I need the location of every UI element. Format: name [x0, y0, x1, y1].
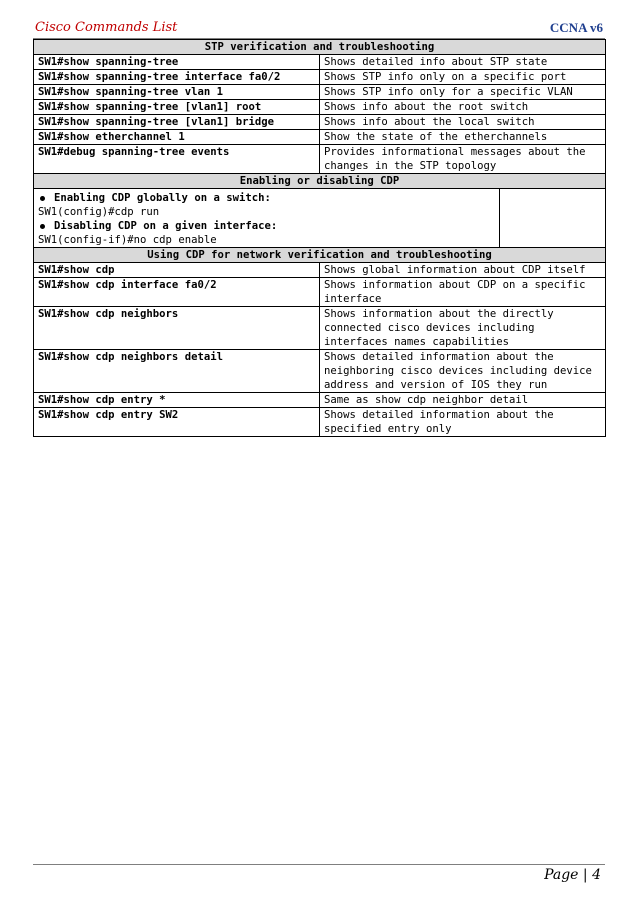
description-cell: Shows STP info only for a specific VLAN: [320, 85, 606, 100]
table-row: [34, 55, 606, 70]
description-cell: Shows info about the local switch: [320, 115, 606, 130]
table-row: [34, 85, 606, 100]
bullet-text: Disabling CDP on a given interface:: [54, 220, 278, 232]
table-row: [34, 307, 606, 350]
command-cell: SW1#show spanning-tree [vlan1] bridge: [34, 115, 320, 130]
section-title-stp: STP verification and troubleshooting: [34, 40, 606, 55]
table-row: [34, 130, 606, 145]
bullet-text: Enabling CDP globally on a switch:: [54, 192, 271, 204]
description-cell: Shows global information about CDP itself: [320, 263, 606, 278]
cdp-config-row: [34, 189, 606, 248]
bullet-item: [38, 191, 495, 205]
description-cell: Shows information about CDP on a specific interface: [320, 278, 606, 307]
command-cell: SW1#show spanning-tree vlan 1: [34, 85, 320, 100]
section-title-cdp-toggle: Enabling or disabling CDP: [34, 174, 606, 189]
command-cell: SW1#show spanning-tree interface fa0/2: [34, 70, 320, 85]
config-command: SW1(config)#cdp run: [38, 206, 160, 218]
section-header-row: [34, 248, 606, 263]
page-header: [33, 20, 605, 39]
course-label: CCNA v6: [549, 20, 603, 35]
command-cell: SW1#show cdp entry *: [34, 393, 320, 408]
command-cell: SW1#show cdp interface fa0/2: [34, 278, 320, 307]
page-footer: [33, 864, 605, 885]
command-cell: SW1#show cdp neighbors detail: [34, 350, 320, 393]
section-title-cdp-verify: Using CDP for network verification and troubleshooting: [34, 248, 606, 263]
description-cell: Shows detailed info about STP state: [320, 55, 606, 70]
document-title: Cisco Commands List: [35, 20, 178, 35]
command-cell: SW1#show cdp entry SW2: [34, 408, 320, 437]
bullet-icon: [40, 224, 45, 229]
command-cell: SW1#show cdp: [34, 263, 320, 278]
table-row: [34, 263, 606, 278]
table-row: [34, 408, 606, 437]
config-command: SW1(config-if)#no cdp enable: [38, 234, 217, 246]
command-cell: SW1#show spanning-tree [vlan1] root: [34, 100, 320, 115]
section-header-row: [34, 174, 606, 189]
table-row: [34, 350, 606, 393]
commands-table: [33, 39, 606, 437]
table-row: [34, 115, 606, 130]
table-row: [34, 278, 606, 307]
bullet-icon: [40, 196, 45, 201]
description-cell: Provides informational messages about the changes in the STP topology: [320, 145, 606, 174]
description-cell: Shows info about the root switch: [320, 100, 606, 115]
command-cell: SW1#show spanning-tree: [34, 55, 320, 70]
bullet-item: [38, 219, 495, 233]
description-cell: Shows detailed information about the specified entry only: [320, 408, 606, 437]
command-cell: SW1#show cdp neighbors: [34, 307, 320, 350]
table-row: [34, 393, 606, 408]
page-number: Page | 4: [544, 867, 601, 883]
section-header-row: [34, 40, 606, 55]
description-cell: Same as show cdp neighbor detail: [320, 393, 606, 408]
description-cell: Shows detailed information about the neighboring cisco devices including device address and version of IOS they run: [320, 350, 606, 393]
table-row: [34, 70, 606, 85]
command-cell: SW1#debug spanning-tree events: [34, 145, 320, 174]
command-cell: SW1#show etherchannel 1: [34, 130, 320, 145]
description-cell: Shows STP info only on a specific port: [320, 70, 606, 85]
cdp-config-cell: [34, 189, 500, 248]
description-cell: Show the state of the etherchannels: [320, 130, 606, 145]
table-row: [34, 100, 606, 115]
table-row: [34, 145, 606, 174]
description-cell: Shows information about the directly connected cisco devices including interfaces names capabilities: [320, 307, 606, 350]
empty-cell: [500, 189, 606, 248]
